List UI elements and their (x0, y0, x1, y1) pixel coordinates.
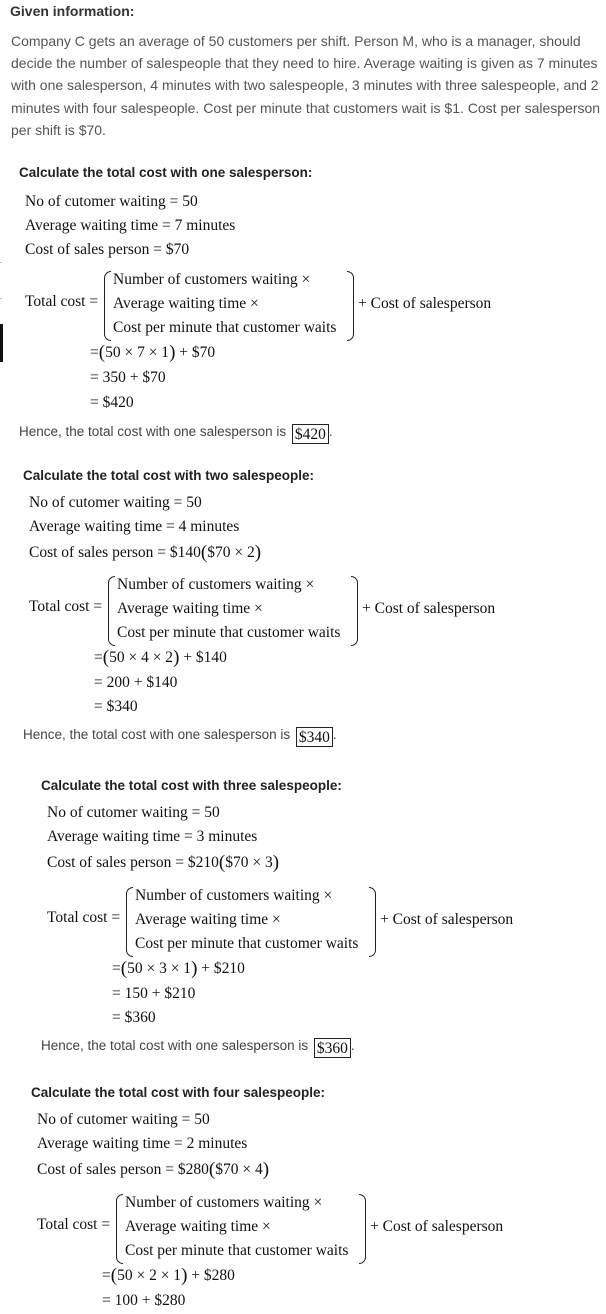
total-cost-label: Total cost = (47, 909, 121, 926)
cost-of-salesperson (37, 1159, 269, 1179)
conclusion (23, 727, 337, 747)
section-one-salesperson (0, 165, 606, 465)
step-suffix: + $280 (191, 1267, 235, 1284)
equals: = (94, 649, 103, 666)
formula-line: Cost per minute that customer waits (135, 935, 359, 952)
calc-step-1 (94, 647, 227, 667)
answer-box: $340 (296, 727, 333, 747)
formula-line: Cost per minute that customer waits (113, 319, 337, 336)
average-waiting-time: Average waiting time = 7 minutes (25, 217, 236, 234)
total-cost-label: Total cost = (25, 293, 99, 310)
answer-box: $420 (292, 424, 329, 444)
section-two-salespeople (0, 468, 606, 768)
open-paren: ( (110, 1265, 118, 1286)
formula-line: Average waiting time × (113, 295, 259, 312)
cost-value: Cost of sales person = $140 (29, 544, 201, 561)
step-suffix: + $70 (179, 344, 216, 361)
close-paren: ) (181, 1265, 188, 1286)
section-three-salespeople (0, 778, 606, 1078)
given-line: Company C gets an average of 50 customers per shift. Person M, who is a manager, should (11, 33, 581, 49)
average-waiting-time: Average waiting time = 4 minutes (29, 518, 240, 535)
open-paren: ( (208, 1159, 216, 1180)
calc-step-3: = $360 (112, 1009, 156, 1026)
calc-step-2: = 100 + $280 (102, 1292, 186, 1309)
conclusion-end: . (332, 727, 337, 742)
step-suffix: + $210 (201, 960, 245, 977)
customers-waiting: No of cutomer waiting = 50 (29, 494, 202, 511)
right-paren (351, 576, 358, 646)
section-title: Calculate the total cost with four salespeople: (31, 1085, 326, 1100)
formula-line: Average waiting time × (135, 911, 281, 928)
step-expression: 50 × 4 × 2 (109, 649, 174, 666)
conclusion (41, 1038, 355, 1058)
given-text (11, 30, 603, 141)
answer-box: $360 (314, 1038, 351, 1058)
calc-step-2: = 200 + $140 (94, 674, 178, 691)
cost-of-salesperson (29, 542, 261, 562)
average-waiting-time: Average waiting time = 3 minutes (47, 828, 258, 845)
given-heading: Given information: (10, 3, 135, 19)
conclusion-end: . (328, 424, 333, 439)
close-paren: ) (262, 1159, 270, 1180)
calc-step-2: = 350 + $70 (90, 369, 166, 386)
customers-waiting: No of cutomer waiting = 50 (47, 804, 220, 821)
formula-line: Number of customers waiting × (125, 1194, 323, 1211)
cost-breakdown: $70 × 2 (207, 544, 255, 561)
right-paren (347, 271, 354, 341)
calc-step-3: = $420 (90, 394, 134, 411)
section-title: Calculate the total cost with three salespeople: (41, 778, 342, 793)
step-expression: 50 × 7 × 1 (105, 344, 170, 361)
open-paren: ( (200, 542, 208, 563)
conclusion-text: Hence, the total cost with one salesperson is (41, 1038, 309, 1053)
formula-line: Cost per minute that customer waits (117, 624, 341, 641)
formula-line: Number of customers waiting × (113, 271, 311, 288)
close-paren: ) (169, 342, 176, 363)
open-paren: ( (120, 958, 128, 979)
cost-value: Cost of sales person = $70 (25, 241, 190, 258)
calc-step-1 (102, 1265, 235, 1285)
cost-of-salesperson (47, 852, 279, 872)
left-paren (104, 271, 111, 341)
conclusion-end: . (350, 1038, 355, 1053)
total-cost-label: Total cost = (29, 598, 103, 615)
cost-breakdown: $70 × 4 (215, 1161, 263, 1178)
equals: = (112, 960, 121, 977)
formula-line: Number of customers waiting × (117, 576, 315, 593)
given-line: per shift is $70. (11, 121, 106, 138)
cost-value: Cost of sales person = $210 (47, 854, 219, 871)
given-line: with one salesperson, 4 minutes with two salespeople, 3 minutes with three salespeople, and 2 (11, 77, 599, 94)
conclusion-text: Hence, the total cost with one salesperson is (19, 424, 287, 439)
customers-waiting: No of cutomer waiting = 50 (37, 1111, 210, 1128)
left-paren (116, 1194, 123, 1264)
close-paren: ) (173, 647, 180, 668)
cost-breakdown: $70 × 3 (225, 854, 273, 871)
open-paren: ( (102, 647, 110, 668)
total-cost-formula (108, 574, 508, 648)
step-suffix: + $140 (183, 649, 227, 666)
open-paren: ( (98, 342, 106, 363)
step-expression: 50 × 2 × 1 (117, 1267, 182, 1284)
step-expression: 50 × 3 × 1 (127, 960, 192, 977)
right-paren (369, 887, 376, 957)
calc-step-2: = 150 + $210 (112, 985, 196, 1002)
equals: = (102, 1267, 111, 1284)
plus-cost-of-salesperson: + Cost of salesperson (362, 600, 496, 617)
section-title: Calculate the total cost with two salespeople: (23, 468, 315, 483)
section-four-salespeople (0, 1085, 606, 1314)
total-cost-formula (116, 1192, 516, 1266)
plus-cost-of-salesperson: + Cost of salesperson (380, 911, 514, 928)
formula-line: Number of customers waiting × (135, 887, 333, 904)
conclusion-text: Hence, the total cost with one salesperson is (23, 727, 291, 742)
formula-line: Average waiting time × (117, 600, 263, 617)
open-paren: ( (218, 852, 226, 873)
calc-step-1 (90, 342, 215, 362)
average-waiting-time: Average waiting time = 2 minutes (37, 1135, 248, 1152)
cost-value: Cost of sales person = $280 (37, 1161, 209, 1178)
given-line: minutes with four salespeople. Cost per minute that customers wait is $1. Cost per salesperson (11, 99, 601, 116)
conclusion (19, 424, 333, 444)
left-paren (108, 576, 115, 646)
formula-line: Average waiting time × (125, 1218, 271, 1235)
plus-cost-of-salesperson: + Cost of salesperson (370, 1218, 504, 1235)
total-cost-formula (126, 885, 526, 959)
equals: = (90, 344, 99, 361)
customers-waiting: No of cutomer waiting = 50 (25, 193, 198, 210)
total-cost-label: Total cost = (37, 1216, 111, 1233)
given-line: decide the number of salespeople that they need to hire. Average waiting is given as 7 minutes (11, 55, 598, 72)
close-paren: ) (254, 542, 262, 563)
calc-step-3: = $340 (94, 698, 138, 715)
formula-line: Cost per minute that customer waits (125, 1242, 349, 1259)
section-title: Calculate the total cost with one salesperson: (19, 165, 313, 180)
cost-of-salesperson (25, 241, 189, 259)
plus-cost-of-salesperson: + Cost of salesperson (358, 295, 492, 312)
close-paren: ) (272, 852, 280, 873)
calc-step-1 (112, 958, 245, 978)
left-paren (126, 887, 133, 957)
close-paren: ) (191, 958, 198, 979)
total-cost-formula (104, 269, 504, 343)
right-paren (359, 1194, 366, 1264)
